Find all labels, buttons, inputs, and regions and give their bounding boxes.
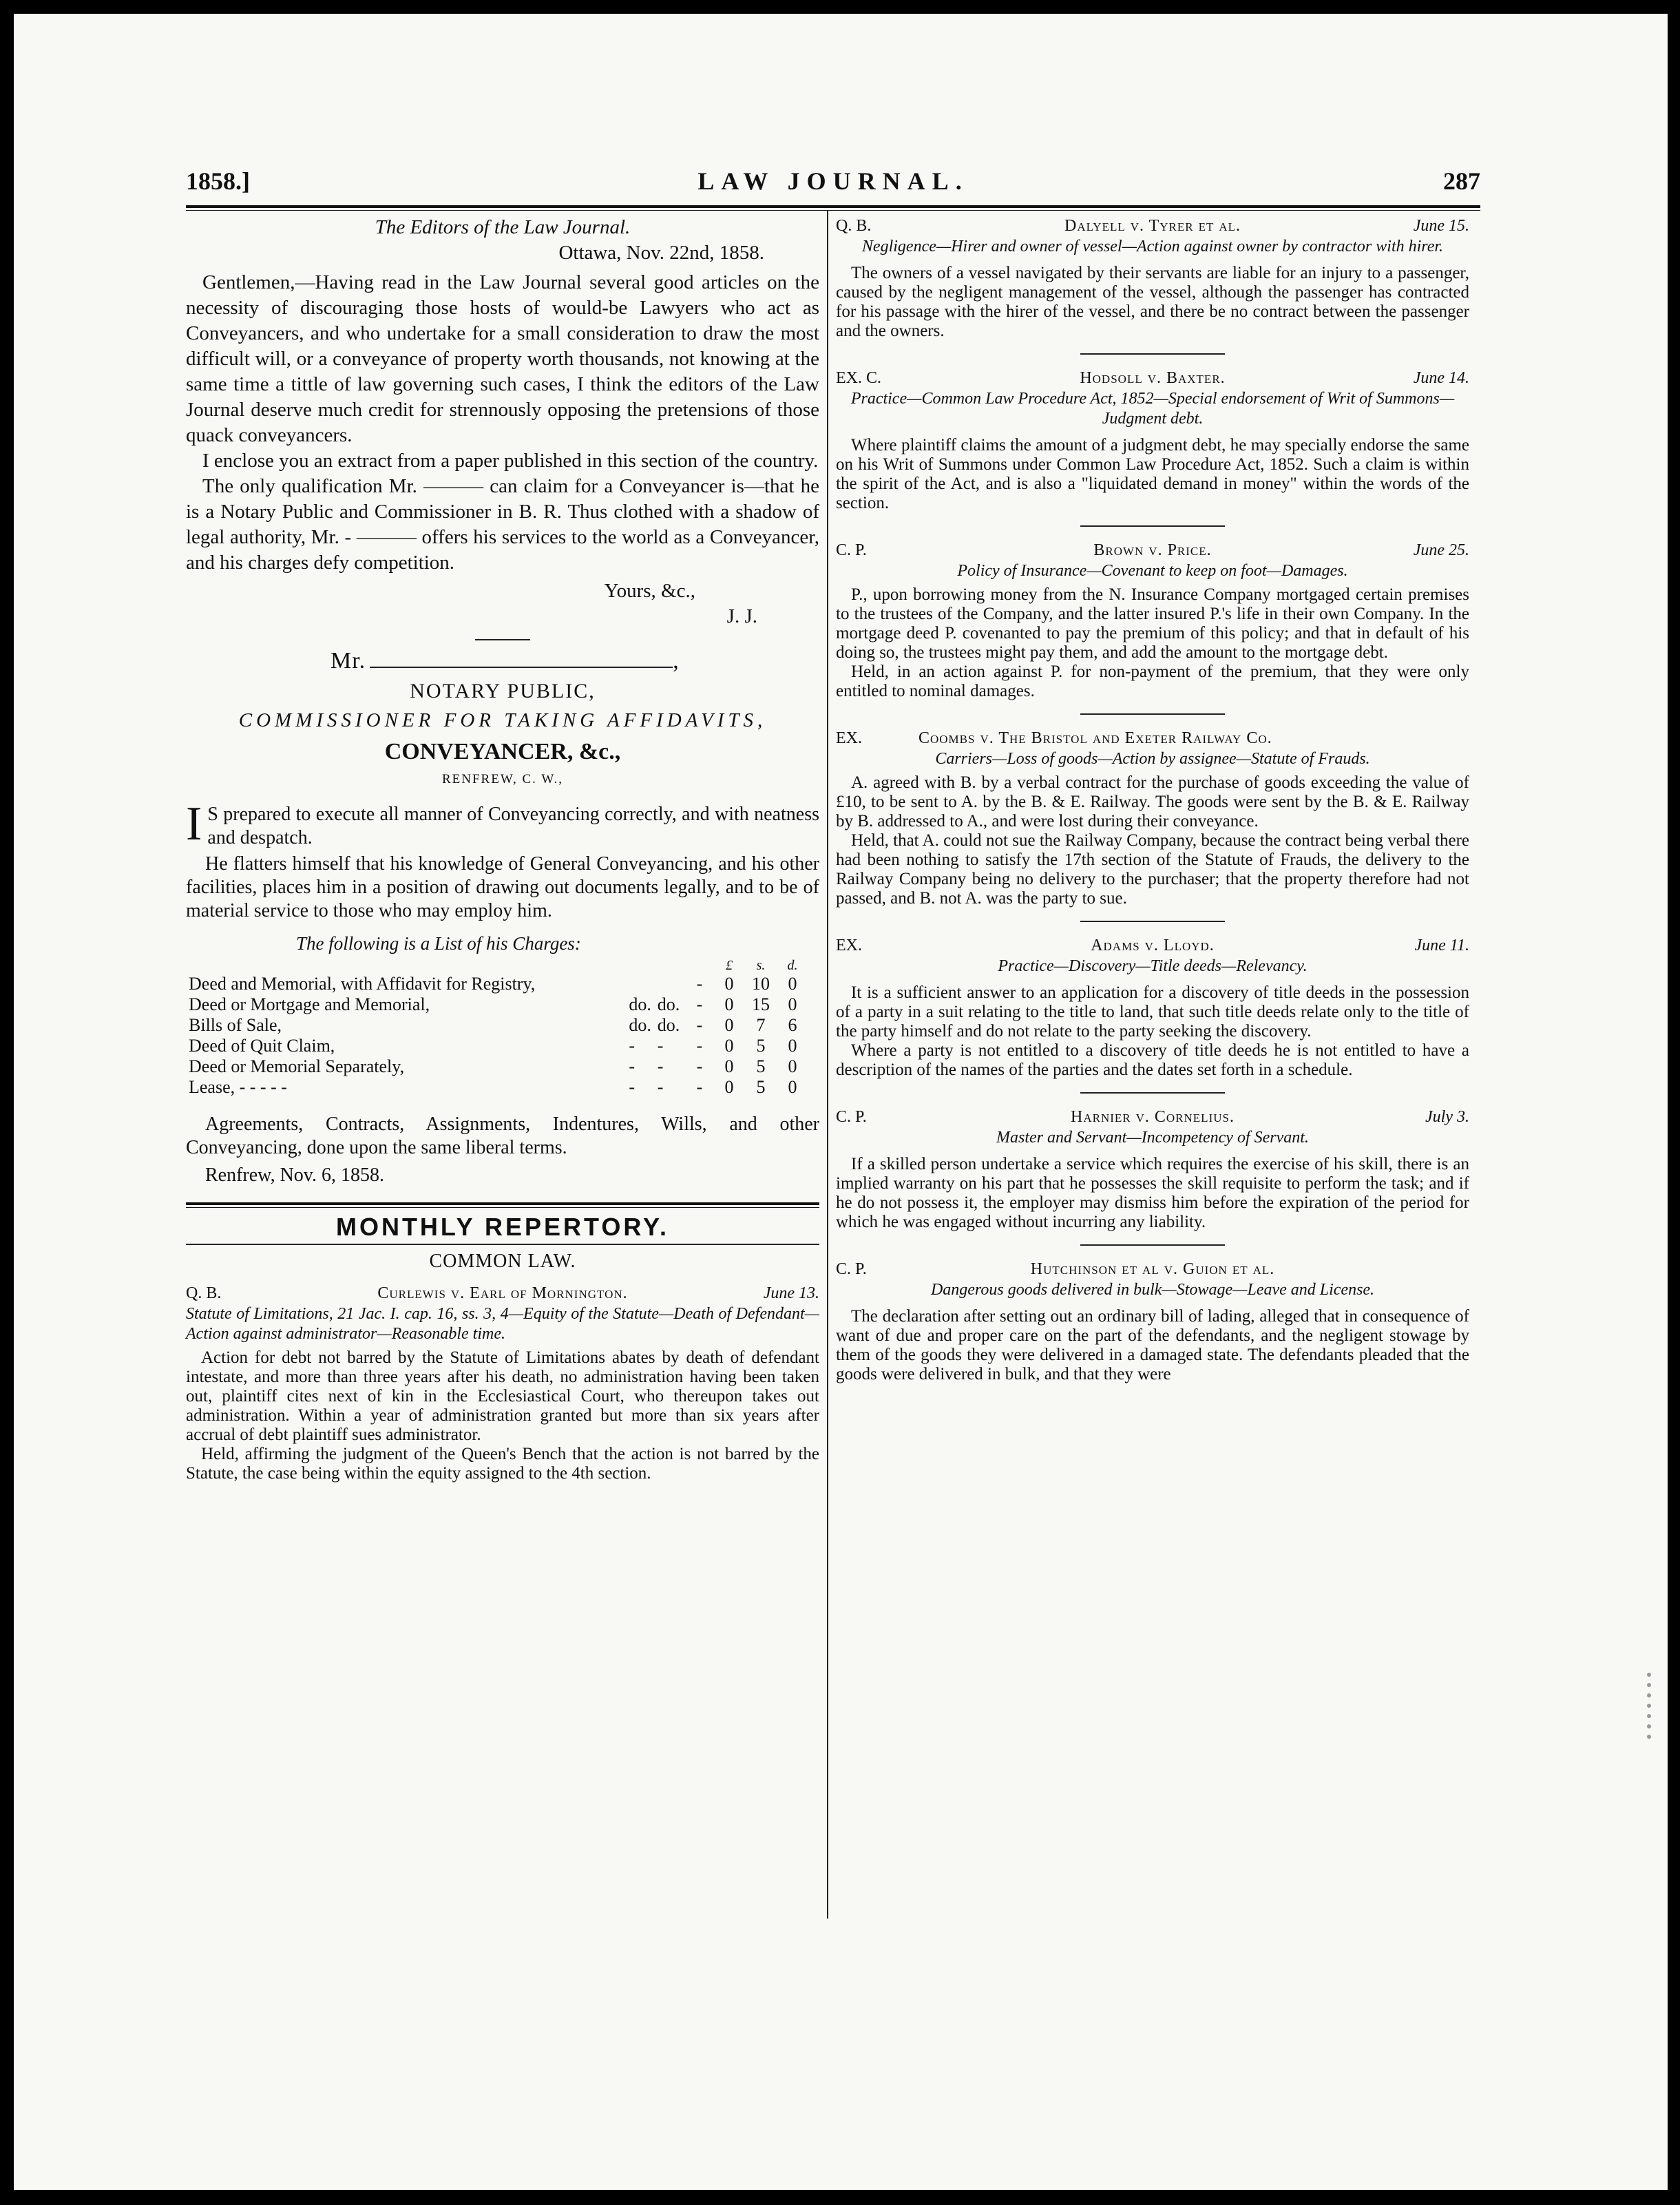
case-divider	[1080, 353, 1225, 355]
right-column	[836, 211, 1469, 1387]
page-number: 287	[1443, 167, 1480, 195]
case-keywords: Dangerous goods delivered in bulk—Stowage—Leave and License.	[930, 1281, 1375, 1299]
letter-dateline: Ottawa, Nov. 22nd, 1858.	[558, 242, 764, 264]
case-date: June 13.	[763, 1284, 819, 1302]
case-paragraph: Action for debt not barred by the Statute of Limitations abates by death of defendant intestate, and more than three years after his death, no administration having been taken out, plaintiff cites next of kin in the Ecclesiastical Court, who thereupon takes out administration. Within a year of administration granted but more than six years after accrual of debt plaintiff sues administrator.	[186, 1348, 819, 1444]
case-paragraph: The owners of a vessel navigated by their servants are liable for an injury to a passenger, caused by the negligent management of the vessel, although the passenger has contracted for his passage with the hirer of the vessel, and there be no contract between the passenger and the owners.	[836, 264, 1469, 340]
advert-paragraph-1-text: S prepared to execute all manner of Conveyancing correctly, and with neatness and despatch.	[207, 804, 819, 848]
case-paragraph: P., upon borrowing money from the N. Insurance Company mortgaged certain premises to the trustees of the Company, and the latter insured P.'s life in their own Company. In the mortgage deed P. covenanted to pay the premium of this policy; and that in default of his doing so, the trustees might pay them, and add the amount to the mortgage debt.	[836, 585, 1469, 662]
case-entry	[836, 1258, 1469, 1384]
case-date: June 25.	[1413, 541, 1469, 559]
scan-border-top	[0, 0, 1680, 14]
case-name: Harnier v. Cornelius.	[1071, 1108, 1235, 1126]
advert-conveyancer: CONVEYANCER, &c.,	[384, 739, 621, 764]
advert-paragraph-2: He flatters himself that his knowledge of General Conveyancing, and his other facilities, places him in a position of drawing out documents legally, and to be of material service to those who may employ him.	[186, 853, 819, 921]
charge-item: Lease, - - - - -	[189, 1077, 287, 1097]
case-entry	[836, 1106, 1469, 1232]
advert-place: RENFREW, C. W.,	[441, 772, 564, 786]
case-entry	[836, 727, 1469, 908]
case-heading	[836, 215, 1469, 237]
scan-border-right	[1668, 0, 1680, 2205]
case-keywords: Statute of Limitations, 21 Jac. I. cap. 16, ss. 3, 4—Equity of the Statute—Death of Defendant—Action against administrator—Reasonable time.	[186, 1305, 819, 1343]
case-name: Dalyell v. Tyrer et al.	[1064, 217, 1241, 235]
case-name: Brown v. Price.	[1093, 541, 1212, 559]
case-divider	[1080, 713, 1225, 715]
case-paragraph: Where a party is not entitled to a discovery of title deeds he is not entitled to have a description of the names of the parties and the dates set forth in a schedule.	[836, 1041, 1469, 1079]
case-body	[836, 773, 1469, 908]
case-paragraph: It is a sufficient answer to an application for a discovery of title deeds in the possession of a party in a suit relating to the title to land, that such title deeds relate only to the title of the party himself and do not relate to the party seeking the discovery.	[836, 983, 1469, 1041]
case-court: C. P.	[836, 1108, 867, 1126]
case-heading	[836, 727, 1469, 749]
letter-paragraph-1: Gentlemen,—Having read in the Law Journal several good articles on the necessity of discouraging those hosts of would-be Lawyers who act as Conveyancers, and who undertake for a small consideration to draw the most difficult will, or a conveyance of property worth thousands, not knowing at the same time a tittle of law governing such cases, I think the editors of the Law Journal deserve much credit for strennously opposing the pretensions of those quack conveyancers.	[186, 271, 819, 446]
case-court: C. P.	[836, 541, 867, 559]
scan-border-bottom	[0, 2190, 1680, 2205]
margin-speckle	[1644, 1666, 1654, 1770]
running-head-title: LAW JOURNAL.	[697, 167, 969, 195]
case-body	[836, 1307, 1469, 1384]
case-date: July 3.	[1425, 1108, 1469, 1126]
letter-signature: J. J.	[726, 605, 757, 627]
journal-page	[186, 158, 1480, 1919]
case-keywords: Negligence—Hirer and owner of vessel—Action against owner by contractor with hirer.	[861, 238, 1444, 255]
currency-pounds: £	[726, 958, 733, 973]
case-name: Hodsoll v. Baxter.	[1080, 369, 1226, 387]
case-keywords: Practice—Discovery—Title deeds—Relevancy.	[998, 957, 1308, 975]
currency-pence: d.	[787, 958, 798, 973]
scan-border-left	[0, 0, 14, 2205]
charge-row: Bills of Sale, do. do. - 0 7 6	[189, 1015, 797, 1035]
case-divider	[1080, 1092, 1225, 1094]
advert-dateline: Renfrew, Nov. 6, 1858.	[205, 1164, 384, 1186]
advert-mr: Mr.	[330, 648, 366, 673]
advertisement	[186, 650, 819, 1187]
case-keywords: Practice—Common Law Procedure Act, 1852—Special endorsement of Writ of Summons—Judgment debt.	[850, 390, 1455, 428]
case-heading	[836, 367, 1469, 389]
charge-item: Bills of Sale,	[189, 1015, 282, 1035]
case-divider	[1080, 921, 1225, 922]
advert-body	[186, 797, 819, 923]
case-body	[186, 1348, 819, 1483]
section-subtitle: COMMON LAW.	[429, 1251, 576, 1272]
charge-item: Deed or Mortgage and Memorial,	[189, 994, 430, 1014]
header-rule	[186, 205, 1480, 211]
case-name: Coombs v. The Bristol and Exeter Railway Co.	[918, 729, 1272, 747]
case-name: Curlewis v. Earl of Mornington.	[377, 1284, 628, 1302]
advert-paragraph-1	[186, 797, 819, 850]
case-keywords: Policy of Insurance—Covenant to keep on foot—Damages.	[957, 562, 1348, 580]
case-entry	[836, 934, 1469, 1080]
case-entry	[836, 539, 1469, 701]
letter-paragraph-2: I enclose you an extract from a paper published in this section of the country.	[202, 450, 819, 472]
case-date: June 11.	[1414, 937, 1469, 954]
case-paragraph: A. agreed with B. by a verbal contract for the purchase of goods exceeding the value of £10, to be sent to A. by the B. & E. Railway. The goods were sent by the B. & E. Railway by B. addressed to A., and were lost during their conveyance.	[836, 773, 1469, 830]
case-keywords: Master and Servant—Incompetency of Servant.	[996, 1129, 1309, 1147]
advert-commissioner: COMMISSIONER FOR TAKING AFFIDAVITS,	[238, 709, 767, 731]
case-name: Adams v. Lloyd.	[1091, 937, 1215, 954]
charges-title: The following is a List of his Charges:	[296, 933, 581, 954]
drop-cap: I	[186, 797, 202, 850]
running-head-year: 1858.]	[186, 167, 250, 195]
case-date: June 15.	[1413, 217, 1469, 235]
case-court: Q. B.	[836, 217, 872, 235]
advert-paragraph-3: Agreements, Contracts, Assignments, Indentures, Wills, and other Conveyancing, done upon the same liberal terms.	[186, 1114, 819, 1158]
letter-to-editors	[186, 215, 819, 629]
case-body	[836, 264, 1469, 341]
case-heading	[836, 1106, 1469, 1128]
case-paragraph: The declaration after setting out an ordinary bill of lading, alleged that in consequence of want of due and proper care on the part of the defendants, and the negligent stowage by them of the goods they were delivered in a damaged state. The defendants pleaded that the goods were delivered in bulk, and that they were	[836, 1307, 1469, 1383]
running-head	[186, 158, 1480, 200]
case-heading	[836, 934, 1469, 957]
charge-item: Deed or Memorial Separately,	[189, 1056, 405, 1076]
charge-row: Lease, - - - - - - - - 0 5 0	[189, 1077, 797, 1097]
case-body	[836, 436, 1469, 513]
case-court: Q. B.	[186, 1284, 222, 1302]
charges-table	[189, 957, 808, 1098]
case-entry	[836, 215, 1469, 341]
case-keywords: Carriers—Loss of goods—Action by assignee—Statute of Frauds.	[935, 750, 1370, 768]
charge-row: Deed of Quit Claim, - - - 0 5 0	[189, 1036, 797, 1056]
charge-row: Deed and Memorial, with Affidavit for Registry, - 0 10 0	[189, 974, 797, 994]
case-divider	[1080, 525, 1225, 527]
charge-item: Deed and Memorial, with Affidavit for Registry,	[189, 974, 536, 994]
case-body	[836, 585, 1469, 701]
letter-divider	[475, 639, 530, 640]
case-date: June 14.	[1413, 369, 1469, 387]
currency-shillings: s.	[756, 958, 766, 973]
advert-name-line: Mr. ,	[330, 648, 680, 673]
case-heading	[836, 539, 1469, 561]
advert-closing	[186, 1113, 819, 1187]
column-divider	[827, 211, 828, 1919]
section-title: MONTHLY REPERTORY.	[335, 1213, 670, 1241]
case-paragraph: Where plaintiff claims the amount of a judgment debt, he may specially endorse the same on his Writ of Summons under Common Law Procedure Act, 1852. Such a claim is within the spirit of the Act, and is also a "liquidated demand in money" within the words of the section.	[836, 436, 1469, 512]
letter-paragraph-3: The only qualification Mr. ——— can claim for a Conveyancer is—that he is a Notary Public and Commissioner in B. R. Thus clothed with a shadow of legal authority, Mr. - ——— offers his services to the world as a Conveyancer, and his charges defy competition.	[186, 475, 819, 574]
repertory-top-rule	[186, 1202, 819, 1208]
case-divider	[1080, 1244, 1225, 1246]
advert-notary: NOTARY PUBLIC,	[410, 680, 596, 702]
case-heading	[186, 1282, 819, 1304]
case-court: EX.	[836, 729, 862, 747]
case-paragraph: Held, that A. could not sue the Railway Company, because the contract being verbal there had been nothing to satisfy the 17th section of the Statute of Frauds, the delivery to the Railway Company being no delivery to the purchaser; that the property therefore had not passed, and B. not A. was the party to sue.	[836, 831, 1469, 908]
case-court: EX. C.	[836, 369, 881, 387]
charges-header-row	[189, 957, 808, 974]
case-name: Hutchinson et al v. Guion et al.	[1030, 1260, 1275, 1278]
case-court: EX.	[836, 937, 862, 954]
case-body	[836, 1155, 1469, 1232]
section-title-rule	[186, 1244, 819, 1245]
case-paragraph: If a skilled person undertake a service which requires the exercise of his skill, there is an implied warranty on his part that he possesses the skill requisite to perform the task; and if he do not possess it, the employer may dismiss him before the expiration of the period for which he was engaged without incurring any liability.	[836, 1155, 1469, 1231]
case-paragraph: Held, affirming the judgment of the Queen's Bench that the action is not barred by the Statute, the case being within the equity assigned to the 4th section.	[186, 1445, 819, 1483]
case-body	[836, 983, 1469, 1080]
charge-item: Deed of Quit Claim,	[189, 1036, 335, 1056]
case-paragraph: Held, in an action against P. for non-payment of the premium, that they were only entitled to nominal damages.	[836, 662, 1469, 700]
charge-row: Deed or Memorial Separately, - - - 0 5 0	[189, 1056, 797, 1076]
case-entry	[186, 1282, 819, 1483]
two-column-body	[186, 211, 1480, 1919]
case-court: C. P.	[836, 1260, 867, 1278]
case-entry	[836, 367, 1469, 513]
letter-closing: Yours, &c.,	[604, 580, 695, 602]
name-blank	[370, 667, 673, 668]
charge-row: Deed or Mortgage and Memorial, do. do. - 0 15 0	[189, 994, 797, 1014]
left-column	[186, 211, 819, 1486]
letter-salutation: The Editors of the Law Journal.	[375, 216, 631, 238]
case-heading	[836, 1258, 1469, 1280]
